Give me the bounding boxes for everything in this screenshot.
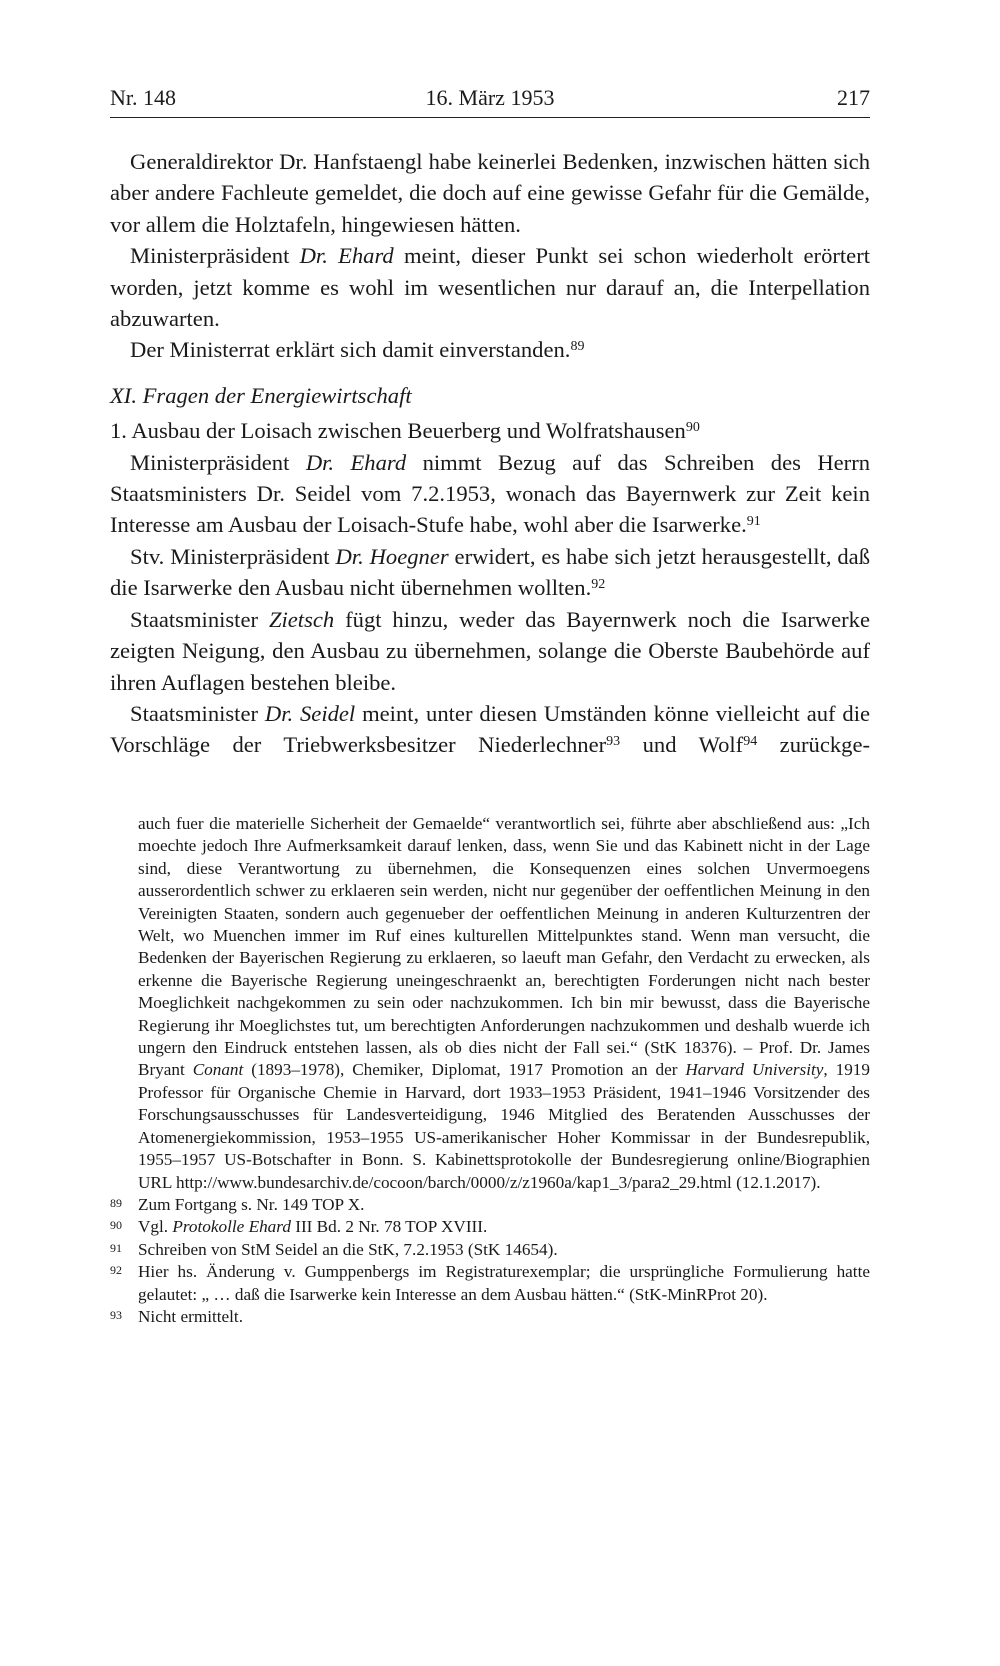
paragraph-text: und Wolf bbox=[620, 732, 744, 758]
running-header bbox=[110, 86, 870, 116]
paragraph-text: meint, dieser Punkt sei schon wiederholt erörtert worden, jetzt komme es wohl im wesentlichen nur darauf an, die Interpellation abzuwarten. bbox=[110, 243, 870, 332]
paragraph bbox=[110, 541, 870, 604]
paragraph-text: Staatsminister bbox=[130, 606, 269, 632]
footnote-text: III Bd. 2 Nr. 78 TOP XVIII. bbox=[290, 1217, 488, 1237]
paragraph bbox=[110, 240, 870, 334]
paragraph bbox=[110, 334, 870, 365]
speaker-name: Dr. Seidel bbox=[264, 700, 356, 726]
footnote-text: , 1919 Professor für Organische Chemie in Harvard, dort 1933–1953 Präsident, 1941–1946 Vorsitzender des Forschungsausschusses für Landesverteidigung, 1946 Mitglied des Beratenden Ausschusses der Atomenergiekommission, 1953–1955 US-amerikanischer Hoher Kommissar in der Bundesrepublik, 1955–1957 US-Botschafter in Bonn. S. Kabinettsprotokolle der Bundesregierung online/Biographien URL http://www.bundesarchiv.de/cocoon/barch/0000/z/z1960a/kap1_3/para2_29.html (12.1.2017). bbox=[138, 1060, 870, 1192]
item-heading-text: 1. Ausbau der Loisach zwischen Beuerberg und Wolfratshausen bbox=[110, 418, 686, 444]
footnote-text: Vgl. bbox=[138, 1217, 173, 1237]
speaker-name: Dr. Ehard bbox=[305, 449, 407, 475]
paragraph: Generaldirektor Dr. Hanfstaengl habe keinerlei Bedenken, inzwischen hätten sich aber andere Fachleute gemeldet, die doch auf eine gewisse Gefahr für die Gemälde, vor allem die Holztafeln, hingewiesen hätten. bbox=[110, 149, 870, 237]
speaker-name: Dr. Hoegner bbox=[335, 543, 449, 569]
publication-title: Protokolle Ehard bbox=[172, 1217, 291, 1237]
paragraph-text: fügt hinzu, weder das Bayernwerk noch die Isarwerke zeigten Neigung, den Ausbau zu übernehmen, solange die Oberste Baubehörde auf ihren Auflagen bestehen bleibe. bbox=[110, 606, 871, 695]
footnote-continuation bbox=[138, 813, 870, 1194]
paragraph-text: meint, unter diesen Umständen könne vielleicht auf die Vorschläge der Triebwerksbesitzer Niederlechner bbox=[110, 700, 871, 758]
section-heading: XI. Fragen der Energiewirtschaft bbox=[110, 382, 412, 408]
paragraph-text: erwidert, es habe sich jetzt herausgestellt, daß die Isarwerke den Ausbau nicht übernehmen wollten. bbox=[110, 543, 870, 601]
footnote-91 bbox=[110, 1239, 870, 1261]
paragraph-text: Stv. Ministerpräsident bbox=[130, 543, 336, 569]
header-rule bbox=[110, 117, 870, 118]
footnote-93 bbox=[110, 1306, 870, 1328]
paragraph-text: Ministerpräsident bbox=[130, 243, 300, 269]
institution-name: Harvard University bbox=[685, 1060, 824, 1080]
footnote-text: Zum Fortgang s. Nr. 149 TOP X. bbox=[138, 1194, 365, 1214]
footnote-number: 91 bbox=[110, 1240, 122, 1255]
paragraph-text: Ministerpräsident bbox=[130, 449, 306, 475]
footnote-text: (1893–1978), Chemiker, Diplomat, 1917 Promotion an der bbox=[243, 1060, 686, 1080]
speaker-name: Dr. Ehard bbox=[299, 243, 394, 269]
footnote-92 bbox=[110, 1261, 870, 1306]
footnote-text: Schreiben von StM Seidel an die StK, 7.2.1953 (StK 14654). bbox=[138, 1239, 558, 1259]
footnote-text: Hier hs. Änderung v. Gumppenbergs im Registraturexemplar; die ursprüngliche Formulierung hatte gelautet: „ … daß die Isarwerke kein Interesse an dem Ausbau hätten.“ (StK-MinRProt 20). bbox=[138, 1262, 870, 1304]
footnote-ref[interactable]: 89 bbox=[570, 339, 585, 355]
paragraph-text: Der Ministerrat erklärt sich damit einverstanden. bbox=[130, 337, 571, 363]
paragraph-text: nimmt Bezug auf das Schreiben des Herrn Staatsministers Dr. Seidel vom 7.2.1953, wonach das Bayernwerk zur Zeit kein Interesse am Ausbau der Loisach-Stufe habe, wohl aber die Isarwerke. bbox=[110, 449, 871, 538]
footnote-text: auch fuer die materielle Sicherheit der Gemaelde“ verantwortlich sei, führte aber abschließend aus: „Ich moechte jedoch Ihre Aufmerksamkeit darauf lenken, dass, wenn Sie und das Kabinett nicht in der Lage sind, diese Verantwortung zu übernehmen, die Konsequenzen eines solchen Unvermoegens ausserordentlich schwer zu erklaeren sein werden, nicht nur gegenüber der oeffentlichen Meinung in den Vereinigten Staaten, sondern auch gegenueber der oeffentlichen Meinung in anderen Kulturzentren der Welt, wo Muenchen immer im Ruf eines kulturellen Mittelpunktes stand. Wenn man versucht, die Bedenken der Bayerischen Regierung zu erklaeren, so laeuft man Gefahr, den Verdacht zu erwecken, als erkenne die Bayerische Regierung uneingeschraenkt an, berechtigten Forderungen nicht nach bester Moeglichkeit nachgekommen zu sein oder nachzukommen. Ich bin mir bewusst, dass die Bayerische Regierung ihr Moeglichstes tut, um berechtigten Anforderungen nachzukommen und deshalb wuerde ich ungern den Eindruck entstehen lassen, als ob dies nicht der Fall sei.“ (StK 18376). – Prof. Dr. James Bryant bbox=[138, 814, 870, 1080]
paragraph-text: Staatsminister bbox=[130, 700, 265, 726]
footnote-ref[interactable]: 91 bbox=[746, 514, 761, 530]
paragraph bbox=[110, 698, 870, 761]
footnote-number: 89 bbox=[110, 1195, 122, 1210]
footnote-ref[interactable]: 90 bbox=[685, 420, 700, 436]
footnote-89 bbox=[110, 1194, 870, 1216]
person-name: Conant bbox=[192, 1060, 244, 1080]
paragraph bbox=[110, 604, 870, 698]
main-text bbox=[110, 146, 870, 761]
paragraph bbox=[110, 447, 870, 541]
footnote-ref[interactable]: 94 bbox=[743, 734, 758, 750]
footnote-ref[interactable]: 93 bbox=[606, 734, 621, 750]
item-heading bbox=[110, 415, 870, 446]
document-number: Nr. 148 bbox=[110, 85, 176, 110]
footnote-ref[interactable]: 92 bbox=[591, 577, 606, 593]
footnotes bbox=[110, 813, 870, 1328]
footnote-number: 93 bbox=[110, 1307, 122, 1322]
footnote-90 bbox=[110, 1216, 870, 1238]
speaker-name: Zietsch bbox=[268, 606, 335, 632]
footnote-text: Nicht ermittelt. bbox=[138, 1306, 244, 1326]
footnote-number: 90 bbox=[110, 1218, 122, 1233]
page-number: 217 bbox=[837, 85, 870, 110]
header-date: 16. März 1953 bbox=[425, 85, 555, 110]
paragraph-text: zurückge- bbox=[757, 732, 870, 758]
footnote-number: 92 bbox=[110, 1263, 122, 1278]
